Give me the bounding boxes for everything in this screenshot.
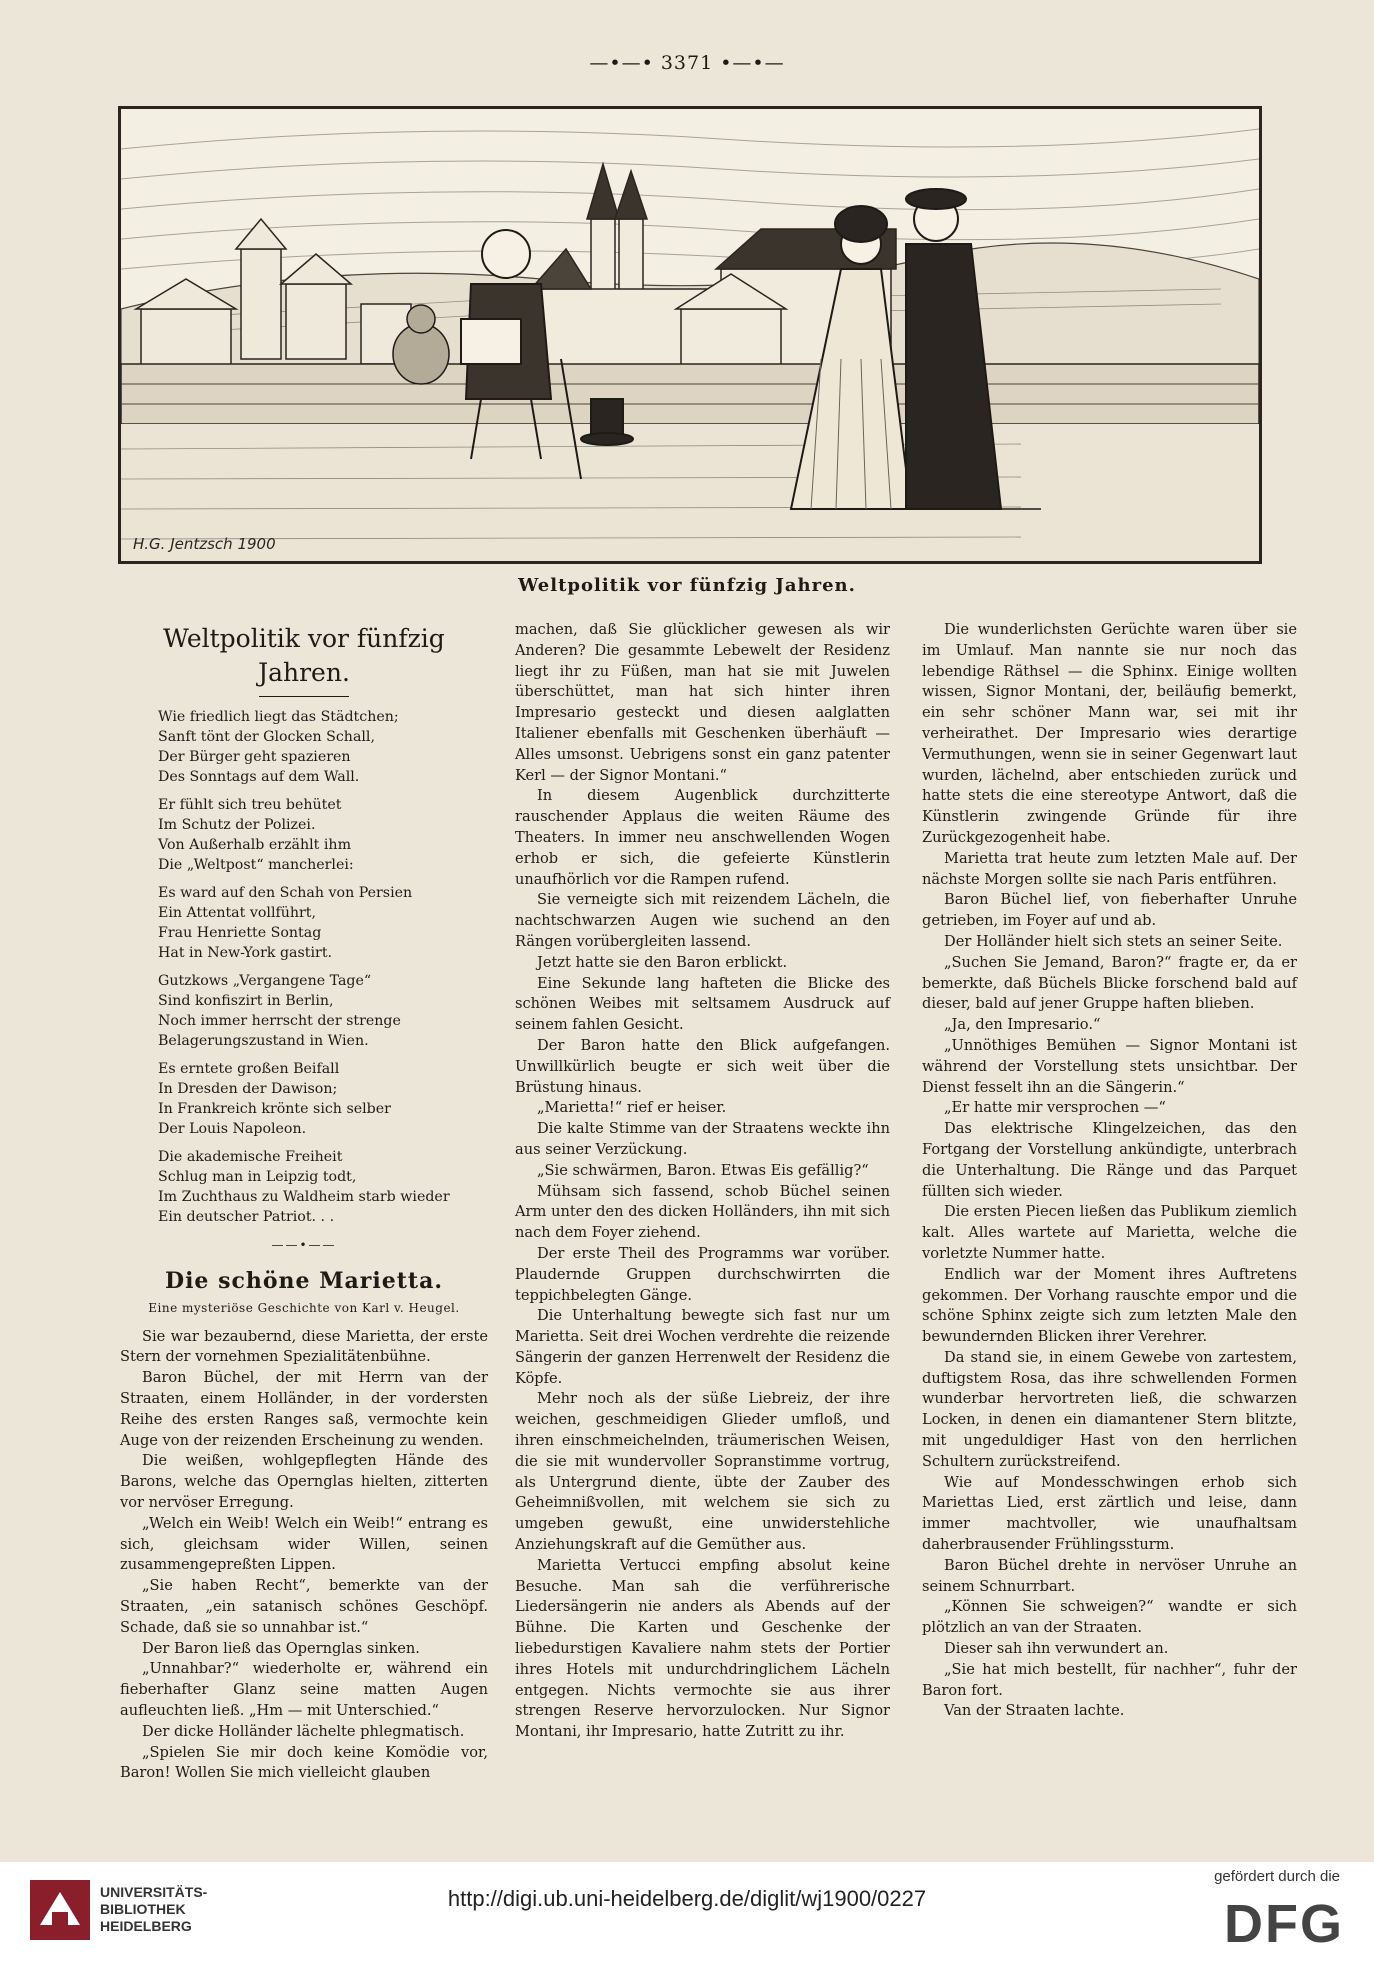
- poem-line: Von Außerhalb erzählt ihm: [158, 837, 352, 853]
- paragraph: Mehr noch als der süße Liebreiz, der ihre weichen, geschmeidigen Glieder umfloß, und ihren einschmeichelnden, träumerischen Weisen, die sie mit wundervoller Sopranstimme vortrug, als Untergrund diente, übte der Zauber des Geheimnißvollen, mit welchem sie sich zu umgeben gewußt, eine unwiderstehliche Anziehungskraft auf die Gemüther aus.: [515, 1390, 890, 1554]
- paragraph: Sie verneigte sich mit reizendem Lächeln, die nachtschwarzen Augen wie suchend an den Rängen vorübergleiten lassend.: [515, 891, 890, 950]
- paragraph: Die Unterhaltung bewegte sich fast nur um Marietta. Seit drei Wochen verdrehte die reizende Sängerin der ganzen Herrenwelt der Residenz die Köpfe.: [515, 1307, 890, 1387]
- paragraph: Der Baron hatte den Blick aufgefangen. Unwillkürlich beugte er sich weit über die Brüstung hinaus.: [515, 1036, 890, 1096]
- paragraph: Mühsam sich fassend, schob Büchel seinen Arm unter den des dicken Holländers, ihn mit sich nach dem Foyer ziehend.: [515, 1182, 890, 1242]
- paragraph: „Er hatte mir versprochen —“: [944, 1099, 1166, 1117]
- poem-line: In Dresden der Dawison;: [158, 1081, 338, 1097]
- paragraph: „Unnöthiges Bemühen — Signor Montani ist während der Vorstellung stets unsichtbar. Der Dienst fesselt ihn an die Sängerin.“: [922, 1036, 1297, 1096]
- poem-line: Er fühlt sich treu behütet: [158, 797, 342, 813]
- poem-line: Im Zuchthaus zu Waldheim starb wieder: [158, 1189, 450, 1205]
- poem-line: Noch immer herrscht der strenge: [158, 1013, 401, 1029]
- paragraph: Die ersten Piecen ließen das Publikum ziemlich kalt. Alles wartete auf Marietta, welche die vorletzte Nummer hatte.: [922, 1203, 1297, 1262]
- paragraph: Eine Sekunde lang hafteten die Blicke des schönen Weibes mit seltsamem Ausdruck auf seinem fahlen Gesicht.: [515, 974, 890, 1034]
- paragraph: Endlich war der Moment ihres Auftretens gekommen. Der Vorhang rauschte empor und die schöne Sphinx zeigte sich zum letzten Male den bewundernden Blicken ihrer Verehrer.: [922, 1265, 1297, 1346]
- paragraph: „Welch ein Weib! Welch ein Weib!“ entrang es sich, gleichsam wider Willen, seinen zusammengepreßten Lippen.: [120, 1514, 488, 1574]
- dfg-logo: DFG: [1224, 1894, 1344, 1954]
- story-subtitle: Eine mysteriöse Geschichte von Karl v. Heugel.: [148, 1300, 460, 1315]
- illustration-drawing: [121, 109, 1259, 561]
- paragraph: „Unnahbar?“ wiederholte er, während ein fieberhafter Glanz seine matten Augen aufleuchten ließ. „Hm — mit Unterschied.“: [120, 1660, 488, 1719]
- story-title: Die schöne Marietta.: [165, 1267, 443, 1294]
- poem-line: Wie friedlich liegt das Städtchen;: [158, 709, 399, 725]
- poem-line: Im Schutz der Polizei.: [158, 817, 316, 833]
- paragraph: machen, daß Sie glücklicher gewesen als wir Anderen? Die gesammte Lebewelt der Residenz liegt ihr zu Füßen, man hat sie mit Juwelen überschüttet, man hat sich hinter ihren Impresario gesteckt und diesen aalglatten Italiener ebenfalls mit Geschenken überhäuft — Alles umsonst. Uebrigens sonst ein ganz patenter Kerl — der Signor Montani.“: [515, 621, 890, 784]
- paragraph: Das elektrische Klingelzeichen, das den Fortgang der Vorstellung ankündigte, unterbrach die Unterhaltung. Die Ränge und das Parquet füllten sich wieder.: [922, 1120, 1297, 1200]
- paragraph: Baron Büchel, der mit Herrn van der Straaten, einem Holländer, in der vordersten Reihe des ersten Ranges saß, vermochte kein Auge von der reizenden Erscheinung zu wenden.: [120, 1369, 488, 1449]
- column-3: [922, 620, 1297, 1722]
- poem-line: Der Louis Napoleon.: [158, 1121, 307, 1137]
- library-name-line: UNIVERSITÄTS-: [100, 1884, 208, 1900]
- poem-title: Weltpolitik vor fünfzig Jahren.: [163, 624, 445, 687]
- digitization-footer: [0, 1862, 1374, 1972]
- paragraph: Die kalte Stimme van der Straatens weckte ihn aus seiner Verzückung.: [515, 1120, 890, 1158]
- stanza: [158, 707, 488, 787]
- library-name: [100, 1884, 207, 1935]
- paragraph: Van der Straaten lachte.: [944, 1702, 1125, 1720]
- paragraph: Sie war bezaubernd, diese Marietta, der erste Stern der vornehmen Spezialitätenbühne.: [120, 1327, 488, 1366]
- column-1: [120, 620, 488, 1784]
- poem-line: Belagerungszustand in Wien.: [158, 1033, 369, 1049]
- paragraph: Baron Büchel drehte in nervöser Unruhe an seinem Schnurrbart.: [922, 1556, 1297, 1595]
- poem-line: Die akademische Freiheit: [158, 1149, 343, 1165]
- illustration-caption: Weltpolitik vor fünfzig Jahren.: [518, 575, 856, 596]
- paragraph: Wie auf Mondesschwingen erhob sich Mariettas Lied, erst zärtlich und leise, dann immer machtvoller, wie unaufhaltsam daherbrausender Frühlingssturm.: [922, 1473, 1297, 1554]
- paragraph: Der Holländer hielt sich stets an seiner Seite.: [944, 932, 1283, 950]
- stanza: [158, 1059, 488, 1139]
- poem-line: Ein Attentat vollführt,: [158, 905, 316, 921]
- poem-line: Sind konfiszirt in Berlin,: [158, 993, 334, 1009]
- paragraph: Da stand sie, in einem Gewebe von zartestem, duftigstem Rosa, das ihre schwellenden Formen wunderbar hervortreten ließ, die schwarzen Locken, in denen ein diamantener Stern blitzte, mit ungeduldiger Hast von den herrlichen Schultern zurückstreifend.: [922, 1348, 1297, 1470]
- stanza: [158, 795, 488, 875]
- library-name-line: BIBLIOTHEK: [100, 1901, 186, 1917]
- column-2: [515, 620, 890, 1743]
- library-name-line: HEIDELBERG: [100, 1918, 192, 1934]
- poem-line: Frau Henriette Sontag: [158, 925, 322, 941]
- paragraph: Marietta trat heute zum letzten Male auf. Der nächste Morgen sollte sie nach Paris entführen.: [922, 849, 1297, 888]
- source-url-link[interactable]: http://digi.ub.uni-heidelberg.de/diglit/wj1900/0227: [447, 1886, 927, 1911]
- stanza: [158, 1147, 488, 1227]
- paragraph: „Spielen Sie mir doch keine Komödie vor, Baron! Wollen Sie mich vielleicht glauben: [120, 1743, 488, 1782]
- poem: [120, 707, 488, 1227]
- poem-line: Gutzkows „Vergangene Tage“: [158, 973, 372, 989]
- poem-line: Die „Weltpost“ mancherlei:: [158, 857, 354, 873]
- stanza: [158, 971, 488, 1051]
- poem-line: Es erntete großen Beifall: [158, 1061, 340, 1077]
- paragraph: Der erste Theil des Programms war vorüber. Plaudernde Gruppen durchschwirrten die teppichbelegten Gänge.: [515, 1244, 890, 1304]
- paragraph: „Können Sie schweigen?“ wandte er sich plötzlich an van der Straaten.: [922, 1598, 1297, 1637]
- poem-line: In Frankreich krönte sich selber: [158, 1101, 391, 1117]
- poem-line: Hat in New-York gastirt.: [158, 945, 333, 961]
- paragraph: „Ja, den Impresario.“: [944, 1016, 1101, 1034]
- artist-signature: H.G. Jentzsch 1900: [133, 535, 276, 553]
- paragraph: „Marietta!“ rief er heiser.: [537, 1099, 727, 1117]
- university-library-logo-icon: [30, 1880, 90, 1940]
- illustration: [118, 106, 1262, 564]
- poem-line: Sanft tönt der Glocken Schall,: [158, 729, 375, 745]
- poem-line: Des Sonntags auf dem Wall.: [158, 769, 360, 785]
- paragraph: Dieser sah ihn verwundert an.: [944, 1640, 1169, 1658]
- paragraph: „Sie schwärmen, Baron. Etwas Eis gefällig?“: [537, 1161, 869, 1179]
- paragraph: Die wunderlichsten Gerüchte waren über sie im Umlauf. Man nannte sie nur noch das lebendige Räthsel — die Sphinx. Einige wollten wissen, Signor Montani, der, beiläufig bemerkt, ein sehr schöner Mann war, sei mit ihr verheirathet. Der Impresario wies derartige Vermuthungen, wenn sie in seiner Gegenwart laut wurden, lächelnd, aber entschieden zurück und hatte stets die eine stereotype Antwort, daß die Künstlerin zwingende Gründe für ihre Zurückgezogenheit habe.: [922, 621, 1297, 846]
- title-rule: [259, 696, 349, 697]
- paragraph: „Sie haben Recht“, bemerkte van der Straaten, „ein satanisch schönes Geschöpf. Schade, daß sie so unnahbar ist.“: [120, 1577, 488, 1636]
- paragraph: In diesem Augenblick durchzitterte rauschender Applaus die weiten Räume des Theaters. In immer neu anschwellenden Wogen erhob er sich, die gefeierte Künstlerin unaufhörlich vor die Rampen rufend.: [515, 787, 890, 888]
- sponsor-label: gefördert durch die: [1214, 1868, 1340, 1885]
- paragraph: Der dicke Holländer lächelte phlegmatisch.: [142, 1722, 465, 1740]
- section-divider: ——•——: [271, 1238, 337, 1252]
- paragraph: Jetzt hatte sie den Baron erblickt.: [537, 953, 788, 971]
- poem-line: Es ward auf den Schah von Persien: [158, 885, 413, 901]
- paragraph: Baron Büchel lief, von fieberhafter Unruhe getrieben, im Foyer auf und ab.: [922, 891, 1297, 930]
- paragraph: Die weißen, wohlgepflegten Hände des Barons, welche das Opernglas hielten, zitterten vor nervöser Erregung.: [120, 1452, 488, 1511]
- poem-line: Schlug man in Leipzig todt,: [158, 1169, 357, 1185]
- poem-line: Der Bürger geht spazieren: [158, 749, 351, 765]
- paragraph: Der Baron ließ das Opernglas sinken.: [142, 1639, 420, 1657]
- page-number: —•—• 3371 •—•—: [589, 52, 785, 74]
- paragraph: „Suchen Sie Jemand, Baron?“ fragte er, da er bemerkte, daß Büchels Blicke forschend bald auf dieser, bald auf jener Gruppe haften blieben.: [922, 953, 1297, 1013]
- poem-line: Ein deutscher Patriot. . .: [158, 1209, 335, 1225]
- paragraph: „Sie hat mich bestellt, für nachher“, fuhr der Baron fort.: [922, 1660, 1297, 1699]
- stanza: [158, 883, 488, 963]
- paragraph: Marietta Vertucci empfing absolut keine Besuche. Man sah die verführerische Liedersängerin nie anders als Abends auf der Bühne. Die Karten und Geschenke der liebedurstigen Kavaliere nahm stets der Portier ihres Hotels mit undurchdringlichem Lächeln entgegen. Nichts vermochte sie aus ihrer strengen Reserve hervorzulocken. Nur Signor Montani, ihr Impresario, hatte Zutritt zu ihr.: [515, 1556, 890, 1741]
